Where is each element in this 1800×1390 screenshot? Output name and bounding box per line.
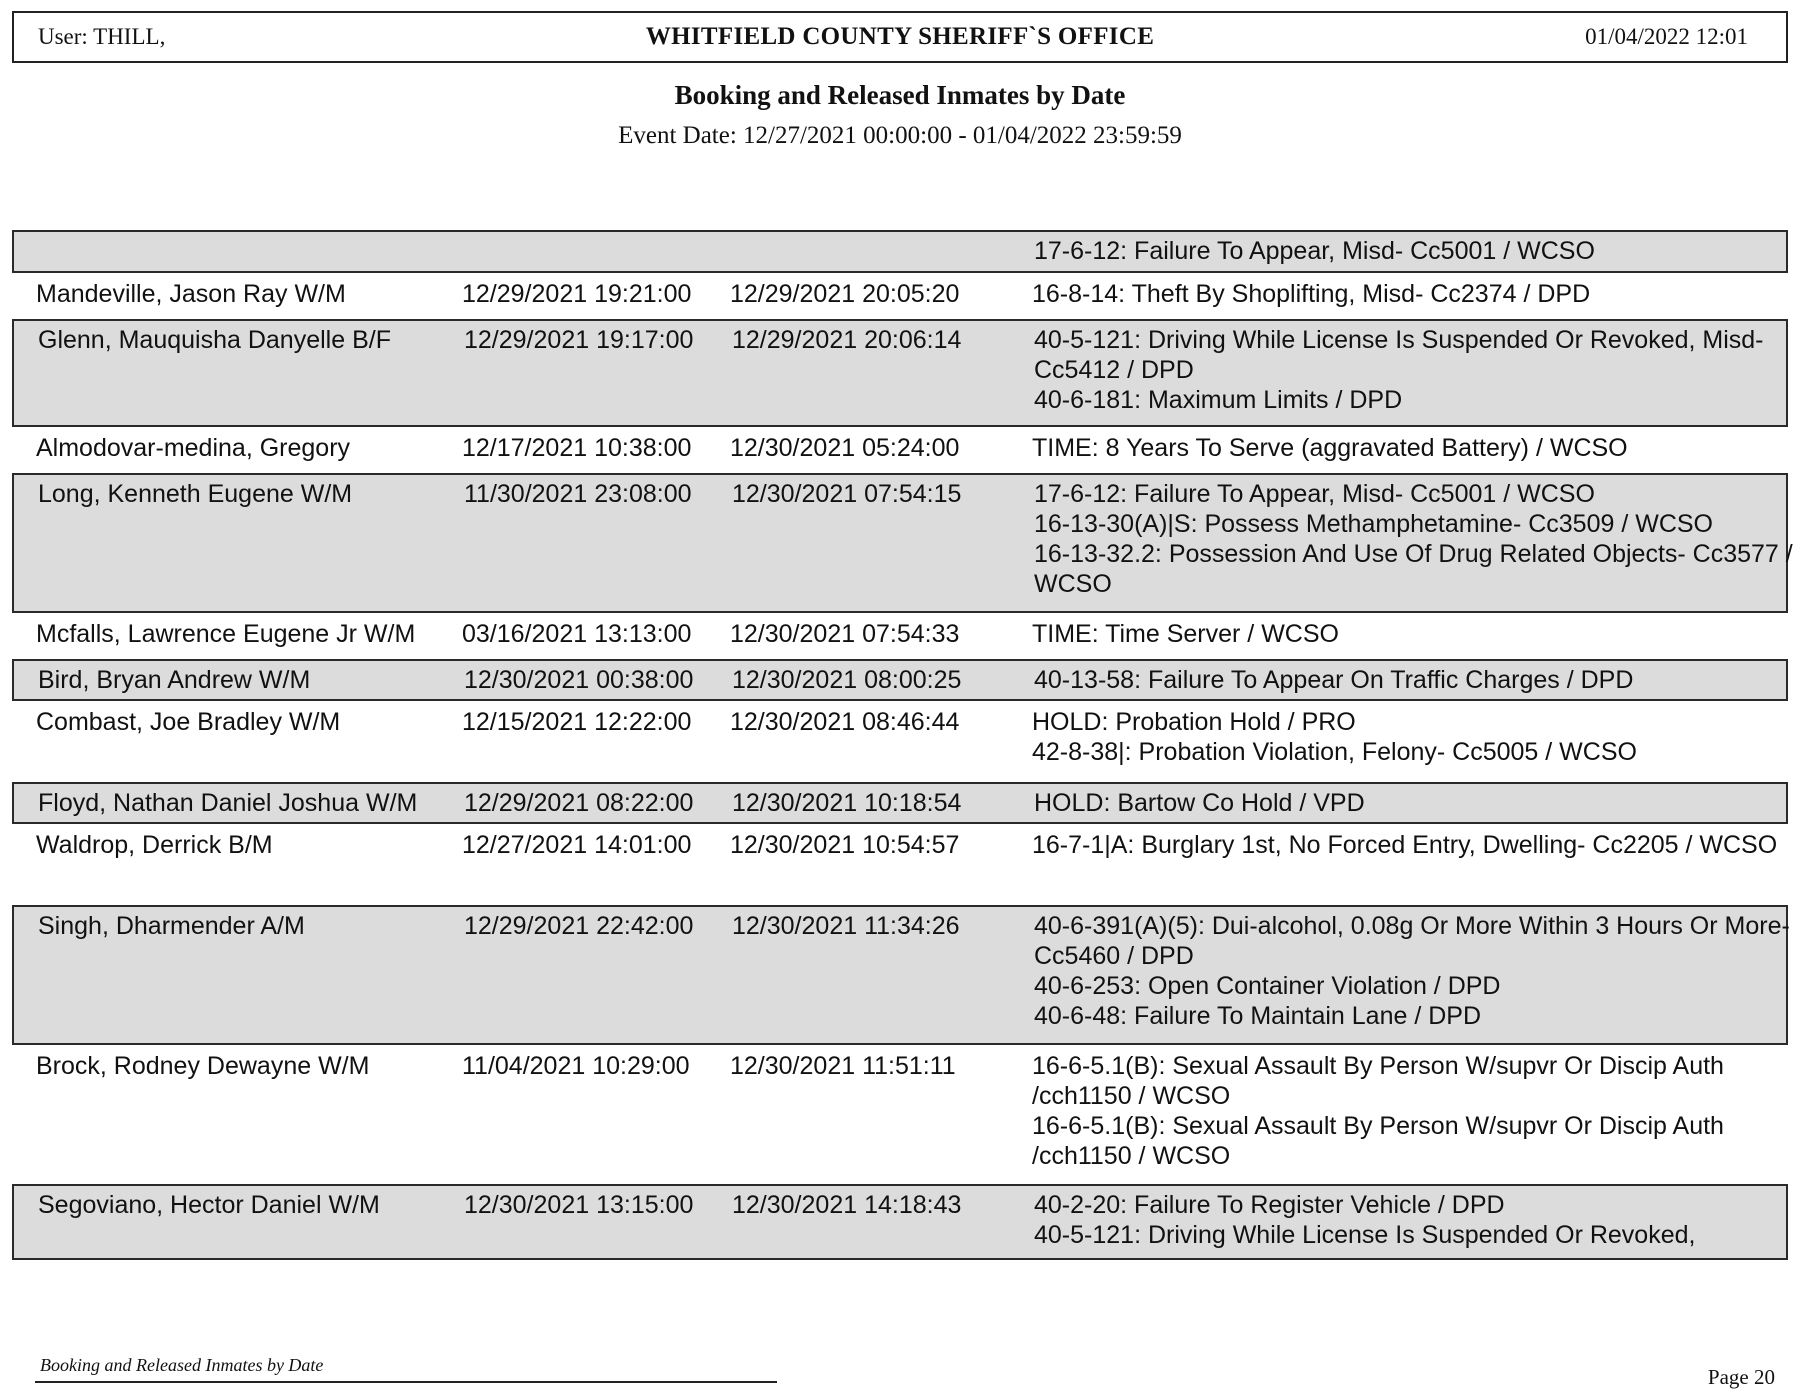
- inmate-name: Long, Kenneth Eugene W/M: [38, 480, 353, 508]
- released-datetime: 12/30/2021 08:46:44: [730, 708, 960, 736]
- inmate-name: Segoviano, Hector Daniel W/M: [38, 1191, 380, 1219]
- released-datetime: 12/30/2021 11:51:11: [730, 1052, 956, 1080]
- inmate-name: Mandeville, Jason Ray W/M: [36, 280, 346, 308]
- table-row: [12, 824, 1788, 905]
- charge-line: 40-13-58: Failure To Appear On Traffic Charges / DPD: [1034, 666, 1634, 694]
- table-row: [12, 230, 1788, 273]
- inmate-name: Mcfalls, Lawrence Eugene Jr W/M: [36, 620, 416, 648]
- charges-cell: [1034, 788, 1794, 818]
- booked-datetime: 12/29/2021 19:21:00: [462, 280, 692, 308]
- released-datetime: 12/30/2021 07:54:33: [730, 620, 960, 648]
- inmate-name: Brock, Rodney Dewayne W/M: [36, 1052, 370, 1080]
- booked-datetime: 12/29/2021 19:17:00: [464, 326, 694, 354]
- booked-datetime: 12/27/2021 14:01:00: [462, 831, 692, 859]
- table-row: [12, 782, 1788, 824]
- released-datetime: 12/30/2021 08:00:25: [732, 666, 962, 694]
- table-row: [12, 1045, 1788, 1184]
- charge-line: HOLD: Bartow Co Hold / VPD: [1034, 789, 1365, 817]
- booked-datetime: 12/30/2021 13:15:00: [464, 1191, 694, 1219]
- released-datetime: 12/30/2021 05:24:00: [730, 434, 960, 462]
- charge-line: 16-6-5.1(B): Sexual Assault By Person W/supvr Or Discip Auth /cch1150 / WCSO: [1032, 1052, 1724, 1110]
- charge-line: TIME: Time Server / WCSO: [1032, 620, 1339, 648]
- inmate-name: Bird, Bryan Andrew W/M: [38, 666, 311, 694]
- charges-cell: [1032, 279, 1792, 309]
- charge-line: 16-6-5.1(B): Sexual Assault By Person W/supvr Or Discip Auth /cch1150 / WCSO: [1032, 1112, 1724, 1170]
- charges-cell: [1032, 830, 1792, 860]
- user-label: User: THILL,: [38, 24, 166, 49]
- table-row: [12, 659, 1788, 701]
- charge-line: 16-8-14: Theft By Shoplifting, Misd- Cc2374 / DPD: [1032, 280, 1591, 308]
- booked-datetime: 12/17/2021 10:38:00: [462, 434, 692, 462]
- charges-cell: [1034, 665, 1794, 695]
- charge-line: 40-6-253: Open Container Violation / DPD: [1034, 972, 1501, 1000]
- footer-divider: [35, 1381, 777, 1383]
- charges-cell: [1032, 1051, 1792, 1171]
- table-row: [12, 427, 1788, 473]
- released-datetime: 12/29/2021 20:05:20: [730, 280, 960, 308]
- booked-datetime: 11/04/2021 10:29:00: [462, 1052, 690, 1080]
- charge-line: 40-6-181: Maximum Limits / DPD: [1034, 386, 1403, 414]
- charges-cell: [1034, 325, 1794, 415]
- report-title: Booking and Released Inmates by Date: [674, 80, 1126, 110]
- inmate-name: Glenn, Mauquisha Danyelle B/F: [38, 326, 391, 354]
- charge-line: 17-6-12: Failure To Appear, Misd- Cc5001 / WCSO: [1034, 480, 1595, 508]
- inmate-name: Waldrop, Derrick B/M: [36, 831, 273, 859]
- table-row: [12, 1184, 1788, 1260]
- booked-datetime: 12/29/2021 08:22:00: [464, 789, 694, 817]
- charge-line: 40-2-20: Failure To Register Vehicle / DPD: [1034, 1191, 1505, 1219]
- charges-cell: [1032, 433, 1792, 463]
- booked-datetime: 12/30/2021 00:38:00: [464, 666, 694, 694]
- charge-line: 17-6-12: Failure To Appear, Misd- Cc5001 / WCSO: [1034, 237, 1595, 265]
- charge-line: 42-8-38|: Probation Violation, Felony- Cc5005 / WCSO: [1032, 738, 1637, 766]
- charge-line: 16-13-30(A)|S: Possess Methamphetamine- Cc3509 / WCSO: [1034, 510, 1713, 538]
- released-datetime: 12/30/2021 11:34:26: [732, 912, 960, 940]
- released-datetime: 12/30/2021 10:54:57: [730, 831, 960, 859]
- charge-line: HOLD: Probation Hold / PRO: [1032, 708, 1356, 736]
- charges-cell: [1034, 911, 1794, 1031]
- table-row: [12, 473, 1793, 613]
- charges-cell: [1032, 619, 1792, 649]
- inmate-name: Almodovar-medina, Gregory: [36, 434, 351, 462]
- charges-cell: [1032, 707, 1792, 767]
- page-number: Page 20: [1707, 1365, 1775, 1389]
- charge-line: 40-6-391(A)(5): Dui-alcohol, 0.08g Or More Within 3 Hours Or More- Cc5460 / DPD: [1034, 912, 1790, 970]
- booked-datetime: 12/29/2021 22:42:00: [464, 912, 694, 940]
- office-title: WHITFIELD COUNTY SHERIFF`S OFFICE: [645, 23, 1155, 50]
- released-datetime: 12/30/2021 10:18:54: [732, 789, 962, 817]
- charges-cell: [1034, 479, 1794, 599]
- booked-datetime: 03/16/2021 13:13:00: [462, 620, 692, 648]
- table-row: [12, 701, 1788, 782]
- released-datetime: 12/30/2021 14:18:43: [732, 1191, 962, 1219]
- charges-cell: [1034, 1190, 1794, 1250]
- print-datetime: 01/04/2022 12:01: [1585, 24, 1748, 49]
- charge-line: TIME: 8 Years To Serve (aggravated Battery) / WCSO: [1032, 434, 1628, 462]
- footer-report-name: Booking and Released Inmates by Date: [40, 1355, 324, 1375]
- inmate-name: Floyd, Nathan Daniel Joshua W/M: [38, 789, 418, 817]
- table-row: [12, 273, 1788, 319]
- inmate-name: Singh, Dharmender A/M: [38, 912, 305, 940]
- report-header: [12, 11, 1788, 63]
- charge-line: 40-5-121: Driving While License Is Suspended Or Revoked, Misd- Cc5412 / DPD: [1034, 326, 1764, 384]
- inmate-name: Combast, Joe Bradley W/M: [36, 708, 341, 736]
- table-row: [12, 905, 1788, 1045]
- event-date-range: Event Date: 12/27/2021 00:00:00 - 01/04/2022 23:59:59: [618, 122, 1182, 149]
- charge-line: 16-7-1|A: Burglary 1st, No Forced Entry, Dwelling- Cc2205 / WCSO: [1032, 831, 1778, 859]
- charge-line: 40-6-48: Failure To Maintain Lane / DPD: [1034, 1002, 1481, 1030]
- table-row: [12, 613, 1788, 659]
- charges-cell: [1034, 236, 1794, 266]
- booked-datetime: 12/15/2021 12:22:00: [462, 708, 692, 736]
- charge-line: 16-13-32.2: Possession And Use Of Drug Related Objects- Cc3577 / WCSO: [1034, 540, 1793, 598]
- released-datetime: 12/30/2021 07:54:15: [732, 480, 962, 508]
- table-row: [12, 319, 1788, 427]
- released-datetime: 12/29/2021 20:06:14: [732, 326, 962, 354]
- booked-datetime: 11/30/2021 23:08:00: [464, 480, 692, 508]
- charge-line: 40-5-121: Driving While License Is Suspended Or Revoked,: [1034, 1221, 1696, 1249]
